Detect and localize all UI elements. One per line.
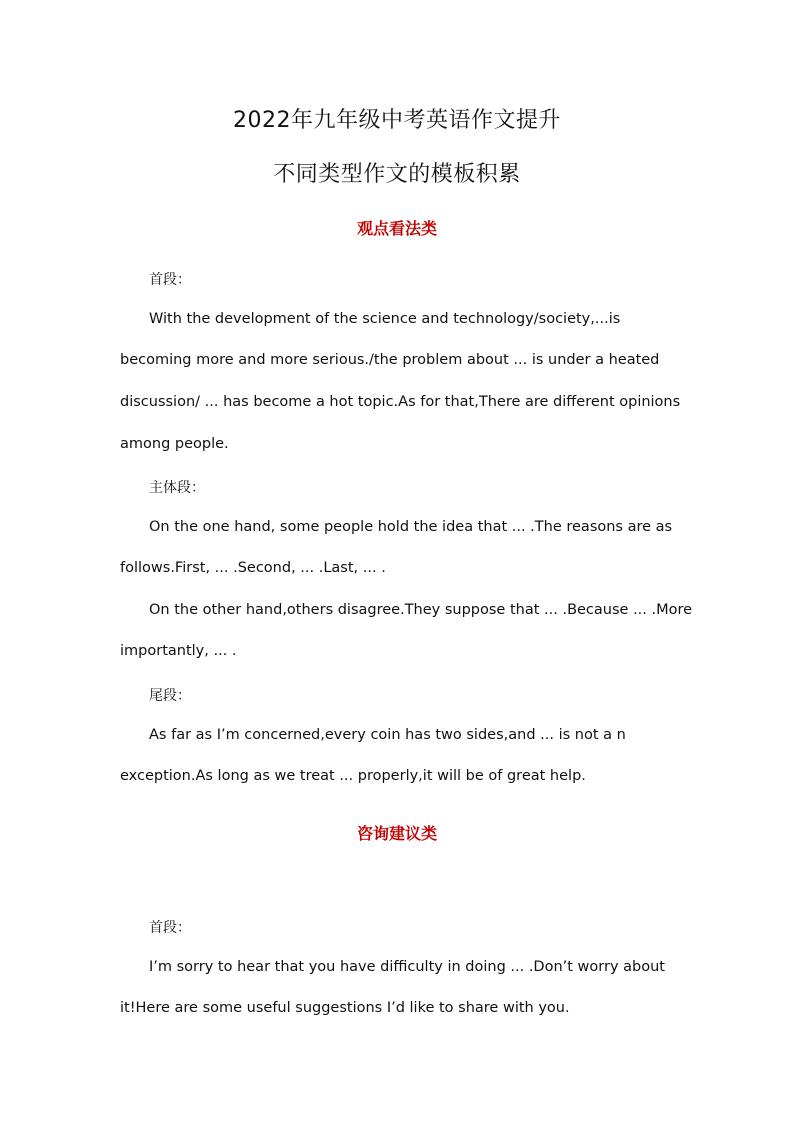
text-line: exception.As long as we treat ... properly,it will be of great help. — [120, 768, 586, 784]
label-first-paragraph: 首段： — [149, 272, 191, 288]
text-line: discussion/ ... has become a hot topic.As for that,There are different opinions — [120, 394, 681, 410]
text-line: On the one hand, some people hold the idea that ... .The reasons are as — [149, 519, 673, 535]
section-heading-advice: 咨询建议类 — [356, 824, 437, 843]
text-line: becoming more and more serious./the problem about ... is under a heated — [120, 352, 660, 368]
text-line: importantly, ... . — [120, 643, 237, 659]
document-title: 2022年九年级中考英语作文提升 — [233, 108, 561, 133]
label-final-paragraph: 尾段： — [149, 688, 191, 704]
section-heading-opinion: 观点看法类 — [356, 219, 437, 238]
label-body-paragraph: 主体段： — [149, 480, 205, 496]
text-line: With the development of the science and technology/society,...is — [149, 311, 621, 327]
document-subtitle: 不同类型作文的模板积累 — [273, 162, 521, 187]
text-line: follows.First, ... .Second, ... .Last, ... . — [120, 560, 386, 576]
label-first-paragraph: 首段： — [149, 920, 191, 936]
text-line: it!Here are some useful suggestions I’d like to share with you. — [120, 1000, 570, 1016]
text-line: I’m sorry to hear that you have difficulty in doing ... .Don’t worry about — [149, 959, 665, 975]
text-line: On the other hand,others disagree.They suppose that ... .Because ... .More — [149, 602, 693, 618]
text-line: among people. — [120, 436, 229, 452]
text-line: As far as I’m concerned,every coin has two sides,and ... is not a n — [149, 727, 626, 743]
